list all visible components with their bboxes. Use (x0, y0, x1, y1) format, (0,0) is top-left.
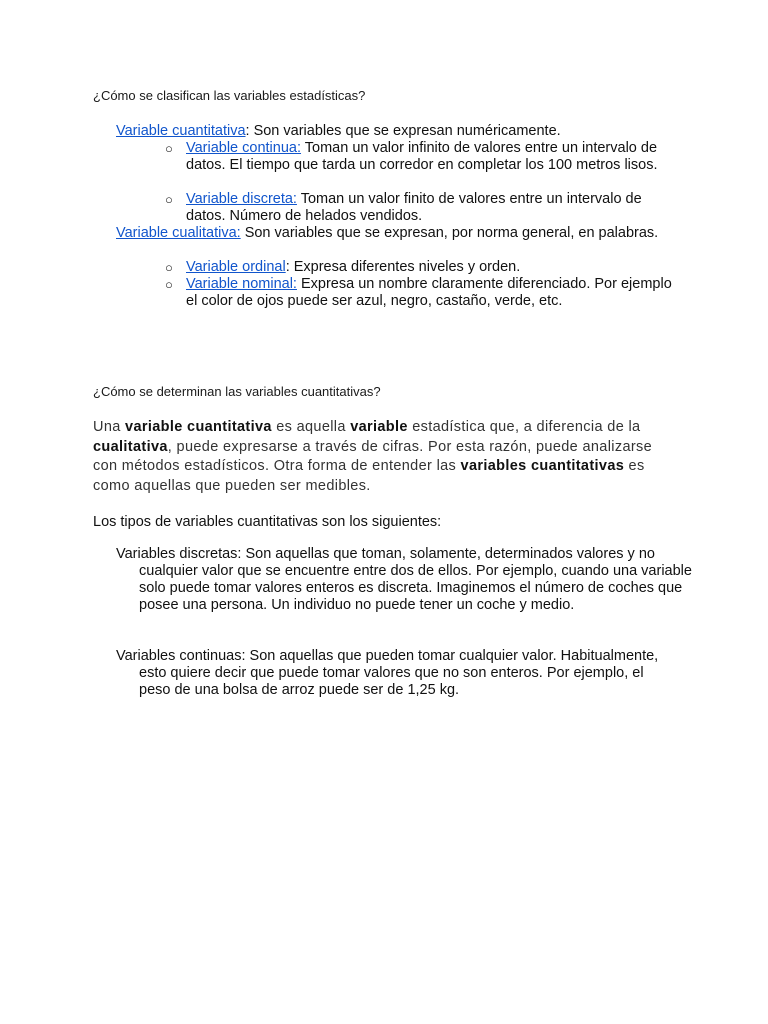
types-intro: Los tipos de variables cuantitativas son los siguientes: (93, 514, 442, 530)
sub-item-text (186, 191, 676, 225)
quantitative-variable-item (116, 123, 699, 140)
sub-item-discrete (162, 191, 676, 225)
link-variable-continua[interactable]: Variable continua: (186, 140, 302, 156)
sub-item-text (186, 140, 676, 174)
paragraph-text: estadística que, a diferencia de la (407, 419, 641, 435)
sub-item-text (186, 276, 676, 310)
circle-bullet-icon: ○ (165, 260, 173, 275)
quantitative-description: : Son variables que se expresan numéricamente. (245, 123, 561, 139)
bold-term: variables cuantitativas (460, 458, 625, 474)
bold-term: cualitativa (93, 438, 168, 455)
discrete-description: Toman un valor finito de valores entre un intervalo de datos. Número de helados vendidos. (186, 191, 642, 224)
sub-item-ordinal (162, 259, 676, 276)
discrete-variables-item: Variables discretas: Son aquellas que toman, solamente, determinados valores y no cualquier valor que se encuentre entre dos de ellos. Por ejemplo, cuando una variable solo puede tomar valores enteros es discreta. Imaginemos el número de coches que posee una persona. Un individuo no puede tener un coche y medio. (116, 546, 692, 613)
link-variable-discreta[interactable]: Variable discreta: (186, 191, 297, 207)
nominal-description: Expresa un nombre claramente diferenciado. Por ejemplo el color de ojos puede ser azul, negro, castaño, verde, etc. (186, 276, 672, 309)
circle-bullet-icon: ○ (165, 277, 173, 292)
continuous-description: Toman un valor infinito de valores entre un intervalo de datos. El tiempo que tarda un corredor en completar los 100 metros lisos. (186, 140, 658, 173)
bold-term: variable (350, 419, 408, 435)
link-variable-cuantitativa[interactable]: Variable cuantitativa (116, 123, 246, 139)
paragraph-text: es como aquellas que pueden ser medibles. (93, 458, 645, 494)
sub-item-nominal (162, 276, 676, 310)
question-determination: ¿Cómo se determinan las variables cuantitativas? (93, 384, 381, 399)
sub-item-continuous (162, 140, 676, 174)
question-classification: ¿Cómo se clasifican las variables estadísticas? (93, 88, 366, 103)
paragraph-text: Una (93, 419, 126, 435)
circle-bullet-icon: ○ (165, 141, 173, 156)
paragraph-text: , puede expresarse a través de cifras. Por esta razón, puede analizarse con métodos estadísticos. Otra forma de entender las (93, 438, 653, 474)
qualitative-variable-item (116, 225, 661, 242)
link-variable-cualitativa[interactable]: Variable cualitativa: (116, 225, 241, 241)
continuous-variables-item: Variables continuas: Son aquellas que pueden tomar cualquier valor. Habitualmente, esto quiere decir que puede tomar valores que no son enteros. Por ejemplo, el peso de una bolsa de arroz puede ser de 1,25 kg. (116, 648, 659, 698)
link-variable-nominal[interactable]: Variable nominal: (186, 276, 297, 292)
link-variable-ordinal[interactable]: Variable ordinal (186, 259, 286, 275)
paragraph-text: es aquella (271, 419, 351, 435)
bold-term: variable cuantitativa (125, 419, 272, 435)
circle-bullet-icon: ○ (165, 192, 173, 207)
definition-paragraph (93, 418, 673, 496)
qualitative-description: Son variables que se expresan, por norma general, en palabras. (240, 225, 659, 241)
ordinal-description: : Expresa diferentes niveles y orden. (285, 259, 521, 275)
sub-item-text (186, 259, 676, 276)
